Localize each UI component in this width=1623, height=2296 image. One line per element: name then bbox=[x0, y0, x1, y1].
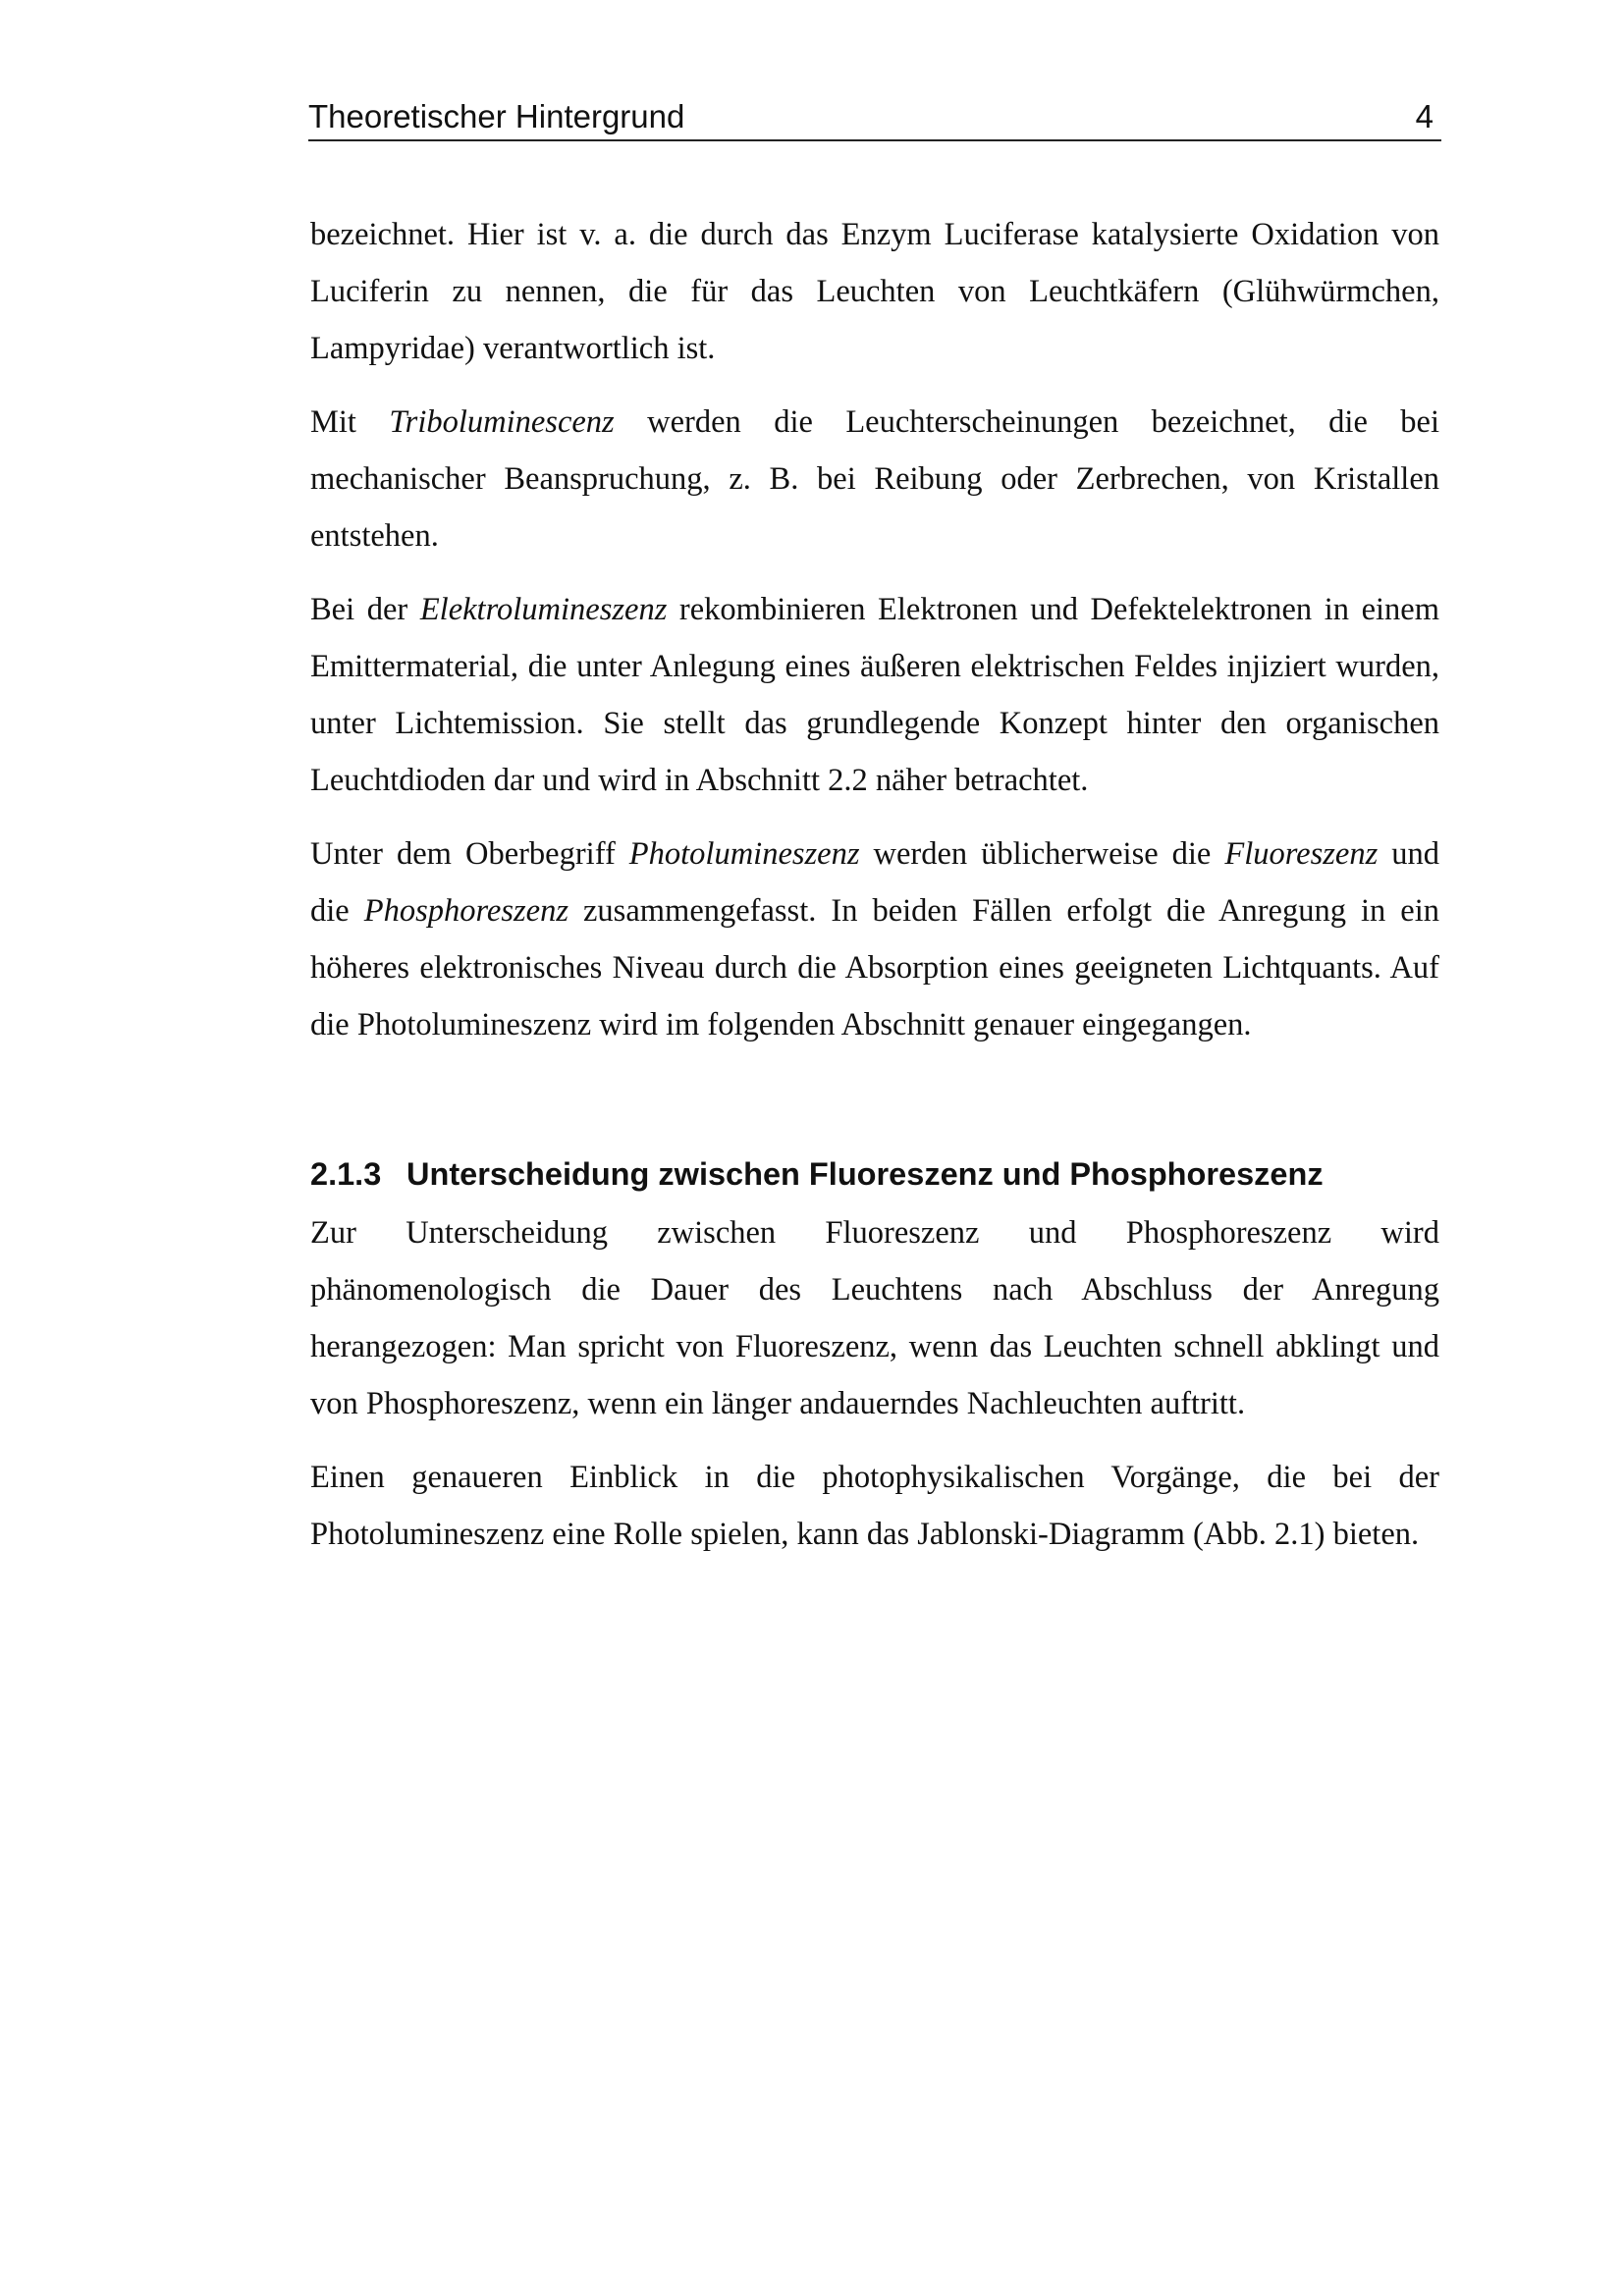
text-run: zusammengefasst. In beiden Fällen erfolgt die Anregung in ein höheres elektronisches Niveau durch die Absorption eines geeigneten Lichtquants. Auf die Photolumineszenz wird im folgenden Abschnitt genauer eingegangen. bbox=[310, 893, 1439, 1042]
term-fluorescence: Fluoreszenz bbox=[1224, 836, 1379, 872]
paragraph-jablonski bbox=[310, 1449, 1439, 1563]
section-heading bbox=[310, 1146, 1439, 1202]
paragraph-text: Zur Unterscheidung zwischen Fluoreszenz und Phosphoreszenz wird phänomenologisch die Dauer des Leuchtens nach Abschluss der Anregung herangezogen: Man spricht von Fluoreszenz, wenn das Leuchten schnell abklingt und von Phosphoreszenz, wenn ein länger andauerndes Nachleuchten auftritt. bbox=[310, 1215, 1439, 1421]
text-run: werden üblicherweise die bbox=[859, 836, 1225, 872]
body-text bbox=[310, 206, 1439, 1579]
page-number: 4 bbox=[1415, 98, 1434, 134]
paragraph-luciferase bbox=[310, 206, 1439, 377]
text-run: Bei der bbox=[310, 592, 420, 627]
text-run: Unter dem Oberbegriff bbox=[310, 836, 629, 872]
text-run: werden die Leuchterscheinungen bezeichnet, die bei mechanischer Beanspruchung, z. B. bei Reibung oder Zerbrechen, von Kristallen entstehen. bbox=[310, 404, 1439, 554]
text-run: rekombinieren Elektronen und Defektelektronen in einem Emittermaterial, die unter Anlegung eines äußeren elektrischen Feldes injiziert wurden, unter Lichtemission. Sie stellt das grundlegende Konzept hinter den organischen Leuchtdioden dar und wird in Abschnitt 2.2 näher betrachtet. bbox=[310, 592, 1439, 798]
term-photoluminescence: Photolumineszenz bbox=[628, 836, 860, 872]
paragraph-text: bezeichnet. Hier ist v. a. die durch das Enzym Luciferase katalysierte Oxidation von Luciferin zu nennen, die für das Leuchten von Leuchtkäfern (Glühwürmchen, Lampyridae) verantwortlich ist. bbox=[310, 217, 1439, 366]
section-number: 2.1.3 bbox=[310, 1156, 382, 1192]
paragraph-photoluminescence bbox=[310, 826, 1439, 1053]
running-header bbox=[308, 94, 1441, 141]
paragraph-text: Einen genaueren Einblick in die photophysikalischen Vorgänge, die bei der Photolumineszenz eine Rolle spielen, kann das Jablonski-Diagramm (Abb. 2.1) bieten. bbox=[310, 1460, 1439, 1552]
term-triboluminescence: Triboluminescenz bbox=[389, 404, 615, 440]
term-electroluminescence: Elektrolumineszenz bbox=[419, 592, 668, 627]
term-phosphorescence: Phosphoreszenz bbox=[363, 893, 568, 929]
header-title: Theoretischer Hintergrund bbox=[308, 98, 685, 134]
section-title: Unterscheidung zwischen Fluoreszenz und Phosphoreszenz bbox=[406, 1156, 1324, 1192]
paragraph-distinction bbox=[310, 1204, 1439, 1432]
text-run: Mit bbox=[310, 404, 390, 440]
paragraph-electroluminescence bbox=[310, 581, 1439, 809]
paragraph-triboluminescence bbox=[310, 394, 1439, 564]
text-run: und die bbox=[310, 836, 1439, 929]
